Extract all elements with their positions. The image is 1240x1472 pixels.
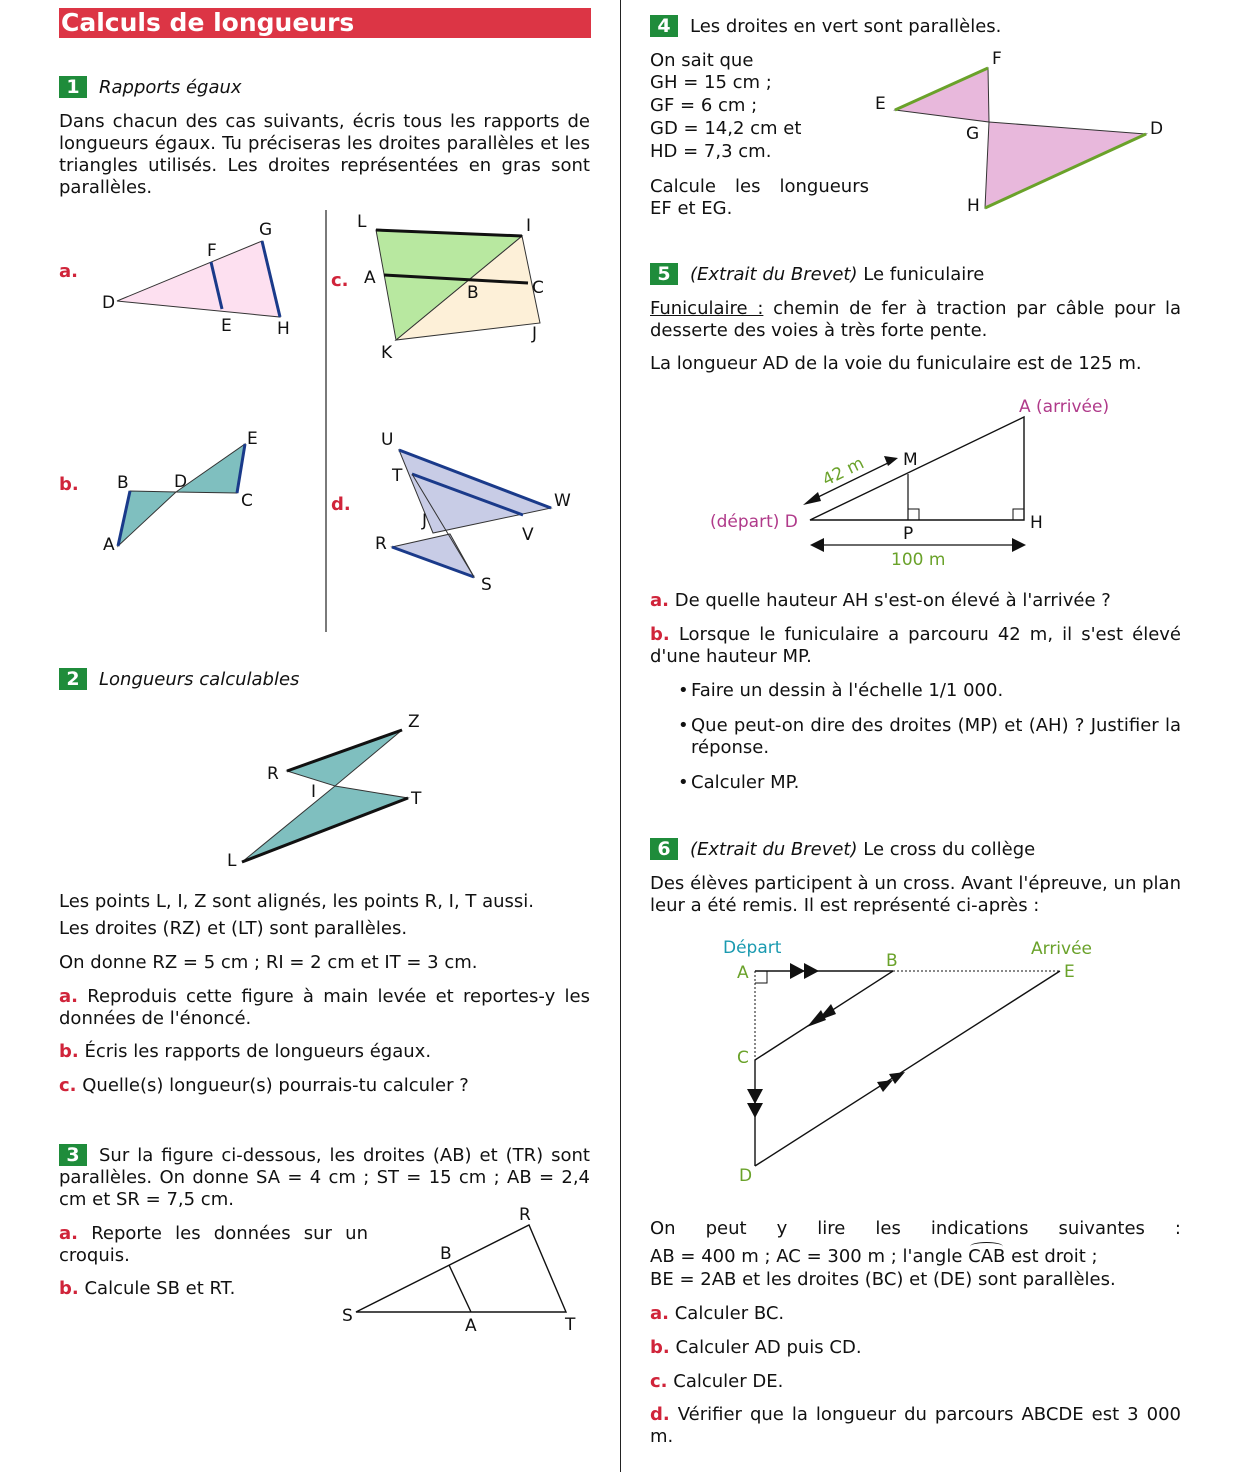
fig3-label-s: S — [342, 1306, 353, 1326]
ex2-p1: Les points L, I, Z sont alignés, les points R, I, T aussi. — [59, 891, 535, 912]
fig-b-label-a: A — [103, 535, 115, 555]
fig2-label-i: I — [311, 782, 317, 802]
fig6-label-depart: Départ — [723, 938, 782, 958]
ex6-angle — [968, 1246, 1005, 1268]
fig-a-label-d: D — [102, 293, 116, 313]
ex4-title: Les droites en vert sont parallèles. — [690, 16, 1002, 37]
ex6-p2-start: AB = 400 m ; AC = 300 m ; l'angle — [650, 1246, 969, 1267]
fig-a-label-f: F — [207, 241, 217, 261]
ex2-qa-text: Reproduis cette figure à main levée et reportes-y les données de l'énoncé. — [59, 986, 590, 1029]
ex2-qc-label: c. — [59, 1075, 77, 1096]
ex3-number: 3 — [59, 1144, 87, 1166]
fig-b-label-b: B — [117, 473, 129, 493]
fig-c-label-b: B — [467, 283, 479, 303]
ex2-qb-text: Écris les rapports de longueurs égaux. — [84, 1041, 432, 1062]
ex5-source: (Extrait du Brevet) — [690, 264, 858, 285]
ex6-question-c — [650, 1371, 1181, 1393]
ex2-p3: On donne RZ = 5 cm ; RI = 2 cm et IT = 3 cm. — [59, 952, 478, 973]
ex4-question: Calcule les longueurs EF et EG. — [650, 176, 869, 219]
fig-c-label-k: K — [381, 343, 393, 363]
fig-d-label-w: W — [554, 491, 571, 511]
ex6-qa-label: a. — [650, 1303, 669, 1324]
fig-d-label-v: V — [522, 525, 534, 545]
fig2-label-l: L — [227, 851, 237, 871]
fig-c-label-i: I — [526, 216, 532, 236]
fig5-label-a: A (arrivée) — [1019, 397, 1110, 417]
fig-b-label-d: D — [174, 472, 188, 492]
ex5-bullet-dot-2: • — [678, 715, 689, 736]
ex6-angle-hat — [970, 1242, 1003, 1251]
ex1-label-c: c. — [331, 270, 349, 291]
ex3-qb-text: Calcule SB et RT. — [84, 1278, 236, 1299]
ex5-qb-text: Lorsque le funiculaire a parcouru 42 m, il s'est élevé d'une hauteur MP. — [650, 624, 1181, 667]
fig6-label-c: C — [737, 1048, 749, 1068]
ex6-qc-text: Calculer DE. — [673, 1371, 784, 1392]
ex3-statement: Sur la figure ci-dessous, les droites (AB) et (TR) sont parallèles. On donne SA = 4 cm ; ST = 15 cm ; AB = 2,4 cm et SR = 7,5 cm. — [59, 1145, 590, 1210]
ex2-qb-label: b. — [59, 1041, 79, 1062]
ex3-qb-label: b. — [59, 1278, 79, 1299]
ex5-bullet-2: Que peut-on dire des droites (MP) et (AH) ? Justifier la réponse. — [691, 715, 1181, 758]
ex4-l4: GD = 14,2 cm et — [650, 118, 802, 139]
fig-c-label-c: C — [532, 278, 544, 298]
ex6-p2 — [650, 1246, 1181, 1268]
fig-d-label-u: U — [381, 430, 394, 450]
fig2-label-t: T — [411, 789, 422, 809]
ex6-p3: BE = 2AB et les droites (BC) et (DE) sont parallèles. — [650, 1269, 1116, 1290]
fig5-label-m: M — [903, 450, 918, 470]
fig-d-label-s: S — [481, 575, 492, 595]
ex5-qb-label: b. — [650, 624, 670, 645]
ex6-qa-text: Calculer BC. — [674, 1303, 785, 1324]
fig3-label-a: A — [465, 1316, 477, 1336]
ex6-title: Le cross du collège — [863, 839, 1036, 860]
fig4-label-h: H — [967, 196, 980, 216]
ex6-qb-label: b. — [650, 1337, 670, 1358]
ex1-label-d: d. — [331, 494, 351, 515]
ex6-p2-end: est droit ; — [1005, 1246, 1098, 1267]
ex5-def-text: chemin de fer à traction par câble pour la desserte des voies à très forte pente. — [650, 298, 1181, 341]
fig-a-label-h: H — [277, 319, 290, 339]
ex5-title: Le funiculaire — [863, 264, 985, 285]
fig3-label-t: T — [565, 1315, 576, 1335]
ex5-qa-text: De quelle hauteur AH s'est-on élevé à l'arrivée ? — [674, 590, 1111, 611]
ex4-l5: HD = 7,3 cm. — [650, 141, 772, 162]
ex6-qc-label: c. — [650, 1371, 668, 1392]
ex2-qc-text: Quelle(s) longueur(s) pourrais-tu calculer ? — [82, 1075, 469, 1096]
ex3-qa-text: Reporte les données sur un croquis. — [59, 1223, 368, 1266]
ex1-label-a: a. — [59, 261, 78, 282]
ex6-question-a — [650, 1303, 1181, 1325]
ex2-title: Longueurs calculables — [99, 669, 300, 690]
ex5-bullet-3: Calculer MP. — [691, 772, 800, 793]
ex6-number: 6 — [650, 838, 678, 860]
page-title: Calculs de longueurs — [59, 8, 591, 38]
fig6-label-d: D — [739, 1166, 753, 1186]
ex6-source: (Extrait du Brevet) — [690, 839, 858, 860]
fig-c-label-l: L — [357, 212, 367, 232]
ex1-label-b: b. — [59, 474, 79, 495]
fig4-label-e: E — [875, 94, 886, 114]
fig6-label-b: B — [886, 951, 898, 971]
ex5-number: 5 — [650, 263, 678, 285]
fig-d-label-t: T — [392, 466, 403, 486]
fig4-label-g: G — [966, 124, 980, 144]
fig6-label-arrivee: Arrivée — [1031, 939, 1093, 959]
ex2-qa-label: a. — [59, 986, 78, 1007]
ex3-qa-label: a. — [59, 1223, 78, 1244]
ex6-question-d — [650, 1404, 1181, 1448]
ex6-p1: On peut y lire les indications suivantes : — [650, 1218, 1181, 1239]
fig4-label-d: D — [1150, 119, 1164, 139]
fig-c-label-j: J — [532, 324, 538, 344]
ex5-statement: La longueur AD de la voie du funiculaire est de 125 m. — [650, 353, 1142, 374]
fig5-length-100: 100 m — [891, 550, 946, 570]
fig2-label-r: R — [267, 764, 279, 784]
ex5-qa-label: a. — [650, 590, 669, 611]
ex6-qd-text: Vérifier que la longueur du parcours ABCDE est 3 000 m. — [650, 1404, 1181, 1447]
ex1-number: 1 — [59, 76, 87, 98]
ex4-l1: On sait que — [650, 50, 754, 71]
fig4-label-f: F — [992, 49, 1002, 69]
fig-b-label-e: E — [247, 429, 258, 449]
ex5-bullet-dot-1: • — [678, 680, 689, 701]
ex4-number: 4 — [650, 15, 678, 37]
ex2-number: 2 — [59, 668, 87, 690]
fig2-label-z: Z — [408, 712, 420, 732]
ex1-text: Dans chacun des cas suivants, écris tous les rapports de longueurs égaux. Tu préciseras les droites parallèles et les triangles utilisés. Les droites représentées en gras sont parallèles. — [59, 111, 590, 198]
ex6-question-b — [650, 1337, 1181, 1359]
fig-c-label-a: A — [364, 268, 376, 288]
ex2-p2: Les droites (RZ) et (LT) sont parallèles. — [59, 918, 408, 939]
fig6-label-e: E — [1064, 962, 1075, 982]
fig6-label-a: A — [737, 963, 749, 983]
fig-a-label-e: E — [221, 316, 232, 336]
fig-d-label-r: R — [375, 534, 387, 554]
fig5-label-h: H — [1030, 513, 1043, 533]
ex1-title: Rapports égaux — [99, 77, 242, 98]
ex5-def-term: Funiculaire : — [650, 298, 764, 319]
ex6-text: Des élèves participent à un cross. Avant l'épreuve, un plan leur a été remis. Il est représenté ci-après : — [650, 873, 1181, 916]
fig-b-label-c: C — [241, 491, 253, 511]
ex5-bullet-dot-3: • — [678, 772, 689, 793]
fig-a-label-g: G — [259, 220, 273, 240]
fig5-length-42: 42 m — [819, 453, 868, 491]
fig3-label-r: R — [519, 1205, 531, 1225]
ex6-angle-text: CAB — [968, 1246, 1006, 1267]
fig5-label-d: (départ) D — [710, 512, 798, 532]
ex4-l3: GF = 6 cm ; — [650, 95, 758, 116]
ex4-l2: GH = 15 cm ; — [650, 72, 772, 93]
fig3-label-b: B — [440, 1244, 452, 1264]
ex6-qd-label: d. — [650, 1404, 670, 1425]
fig5-label-p: P — [903, 524, 914, 544]
ex6-qb-text: Calculer AD puis CD. — [675, 1337, 862, 1358]
ex5-bullet-1: Faire un dessin à l'échelle 1/1 000. — [691, 680, 1004, 701]
fig-d-label-j: J — [422, 511, 428, 531]
